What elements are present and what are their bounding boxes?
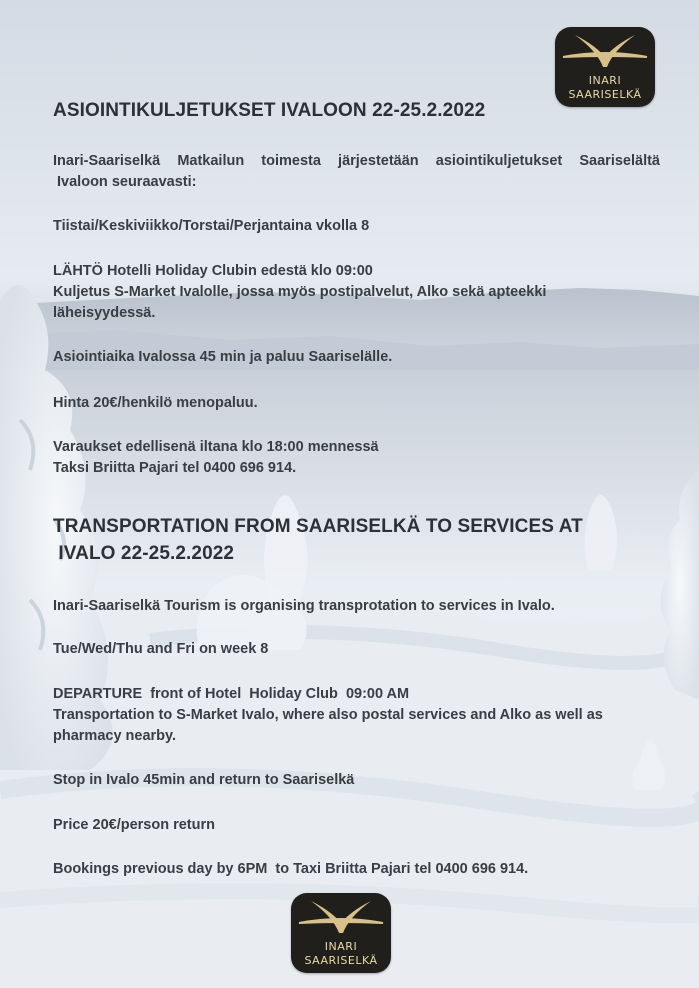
finnish-transport-line-2: läheisyydessä. bbox=[53, 305, 156, 321]
english-intro: Inari-Saariselkä Tourism is organising transprotation to services in Ivalo. bbox=[53, 598, 555, 614]
english-booking: Bookings previous day by 6PM to Taxi Briitta Pajari tel 0400 696 914. bbox=[53, 861, 529, 877]
english-departure: DEPARTURE front of Hotel Holiday Club 09:00 AM bbox=[53, 686, 410, 702]
finnish-days: Tiistai/Keskiviikko/Torstai/Perjantaina vkolla 8 bbox=[53, 218, 370, 234]
finnish-booking-line-1: Varaukset edellisenä iltana klo 18:00 mennessä bbox=[53, 439, 379, 455]
finnish-transport-line-1: Kuljetus S-Market Ivalolle, jossa myös postipalvelut, Alko sekä apteekki bbox=[53, 284, 547, 300]
english-price: Price 20€/person return bbox=[53, 817, 215, 833]
finnish-intro-line-1: Inari-Saariselkä Matkailun toimesta järjestetään asiointikuljetukset Saariselältä bbox=[53, 153, 660, 169]
english-transport-line-1: Transportation to S-Market Ivalo, where also postal services and Alko as well as bbox=[53, 707, 603, 723]
english-transport-line-2: pharmacy nearby. bbox=[53, 728, 177, 744]
logo-emblem-icon bbox=[555, 27, 655, 77]
inari-saariselka-logo-bottom bbox=[291, 893, 391, 973]
finnish-stay: Asiointiaika Ivalossa 45 min ja paluu Saariselälle. bbox=[53, 349, 393, 365]
finnish-departure: LÄHTÖ Hotelli Holiday Clubin edestä klo 09:00 bbox=[53, 263, 373, 279]
english-title-line-2: IVALO 22-25.2.2022 bbox=[53, 543, 235, 564]
english-days: Tue/Wed/Thu and Fri on week 8 bbox=[53, 641, 269, 657]
finnish-booking-line-2: Taksi Briitta Pajari tel 0400 696 914. bbox=[53, 460, 297, 476]
english-title-line-1: TRANSPORTATION FROM SAARISELKÄ TO SERVICES AT bbox=[53, 516, 583, 537]
finnish-title: ASIOINTIKULJETUKSET IVALOON 22-25.2.2022 bbox=[53, 100, 486, 121]
inari-saariselka-logo-top bbox=[555, 27, 655, 107]
logo-line-2: SAARISELKÄ bbox=[568, 88, 642, 101]
english-stay: Stop in Ivalo 45min and return to Saariselkä bbox=[53, 772, 355, 788]
finnish-intro-line-2: Ivaloon seuraavasti: bbox=[53, 174, 197, 190]
logo-emblem-icon bbox=[291, 893, 391, 943]
logo-line-2: SAARISELKÄ bbox=[304, 954, 378, 967]
finnish-price: Hinta 20€/henkilö menopaluu. bbox=[53, 395, 258, 411]
logo-line-1: INARI bbox=[324, 940, 358, 953]
logo-line-1: INARI bbox=[588, 74, 622, 87]
